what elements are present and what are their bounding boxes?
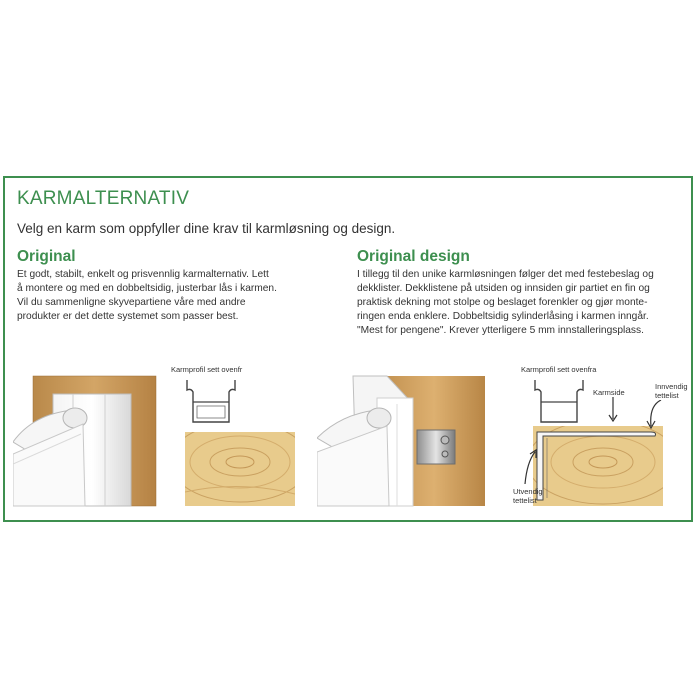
utvendig-line: Utvendig [513, 487, 543, 496]
karmside-arrow-icon [608, 397, 618, 423]
original-wood-section [185, 432, 295, 506]
original-line: Et godt, stabilt, enkelt og prisvennlig karmalternativ. Lett [17, 269, 269, 280]
original-design-description [357, 268, 654, 338]
original-design-frame-render [317, 374, 487, 508]
innvendig-arrow-icon [645, 400, 665, 430]
original-design-line: praktisk dekning mot stolpe og beslaget forenkler og gjør monte- [357, 297, 648, 309]
utvendig-label [513, 487, 543, 505]
innvendig-line: tettelist [655, 391, 679, 400]
original-design-diagram-label: Karmprofil sett ovenfra [521, 365, 597, 374]
original-design-line: "Mest for pengene". Krever ytterligere 5 mm innstalleringsplass. [357, 325, 644, 337]
original-design-line: dekklister. Dekklistene på utsiden og innsiden gir partiet en fin og [357, 283, 650, 295]
original-description [17, 268, 277, 324]
section-subtitle: Velg en karm som oppfyller dine krav til karmløsning og design. [17, 221, 396, 236]
original-title: Original [17, 248, 76, 265]
original-design-profile-icon [529, 376, 589, 428]
karmside-label: Karmside [593, 388, 625, 397]
original-diagram-label: Karmprofil sett ovenfr [171, 365, 243, 374]
original-design-wood-section [533, 426, 663, 506]
utvendig-arrow-icon [521, 448, 541, 486]
original-design-line: I tillegg til den unike karmløsningen følger det med festebeslag og [357, 269, 654, 280]
original-design-line: ringen enda enklere. Dobbeltsidig sylinderlåsing i karmen inngår. [357, 311, 649, 323]
karmalternativ-panel [3, 176, 693, 522]
original-design-title: Original design [357, 248, 470, 265]
utvendig-line: tettelist [513, 496, 537, 505]
section-heading: KARMALTERNATIV [17, 188, 190, 209]
original-frame-render [13, 374, 158, 508]
original-profile-icon [181, 376, 241, 428]
innvendig-line: Innvendig [655, 382, 688, 391]
original-line: produkter er det dette systemet som passer best. [17, 311, 239, 323]
innvendig-label [655, 382, 688, 400]
original-line: Vil du sammenligne skyvepartiene våre med andre [17, 297, 246, 309]
original-line: å montere og med en dobbeltsidig, justerbar lås i karmen. [17, 283, 277, 295]
